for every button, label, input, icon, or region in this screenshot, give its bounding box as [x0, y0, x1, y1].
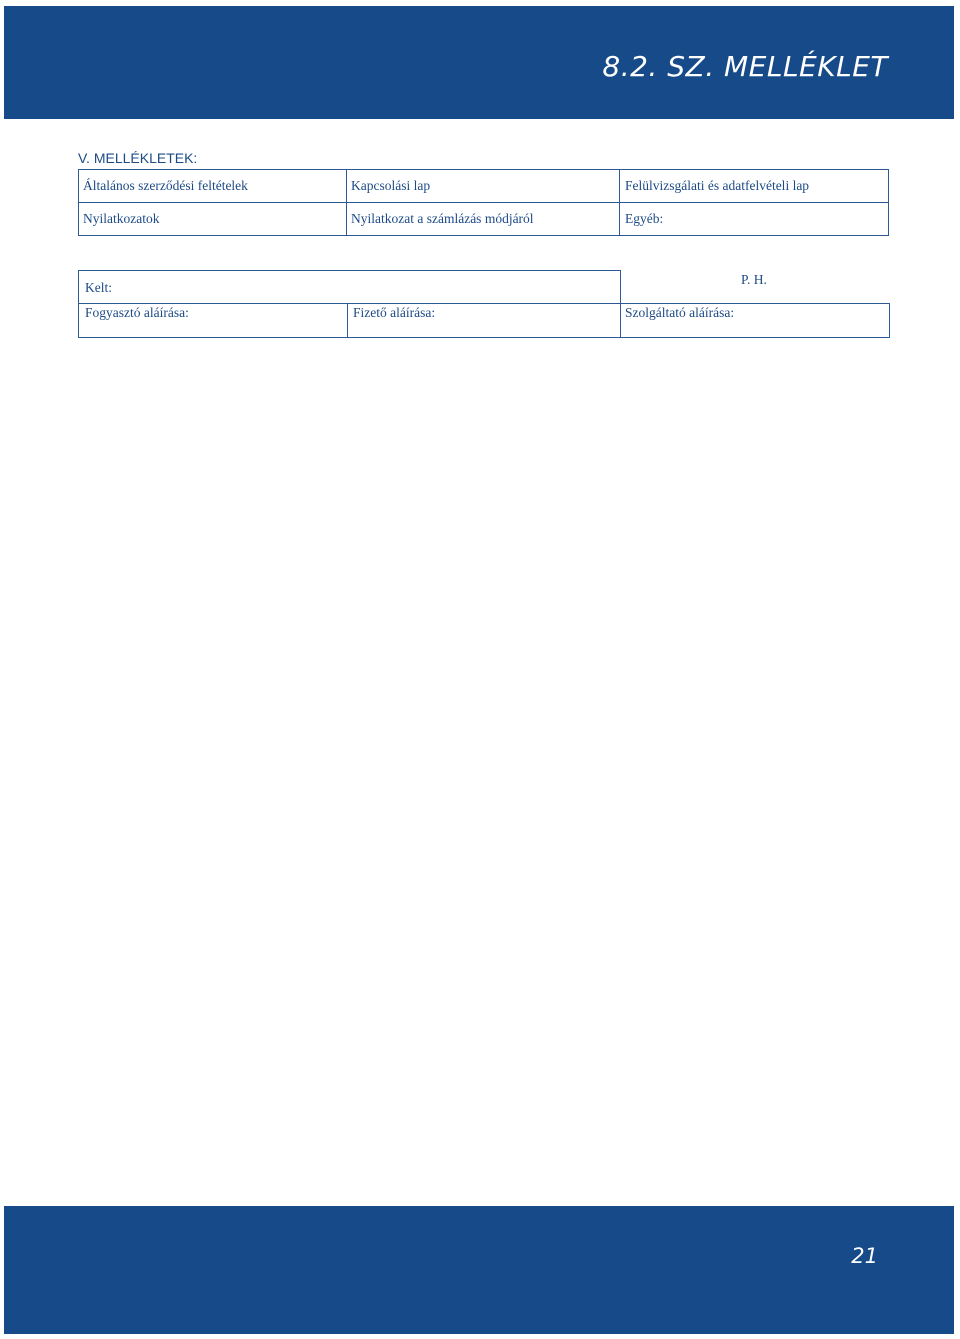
signature-column-divider [347, 303, 348, 338]
annex-connection-sheet: Kapcsolási lap [351, 178, 431, 193]
table-row-divider [78, 202, 889, 203]
provider-signature-label: Szolgáltató aláírása: [625, 305, 735, 320]
annex-declarations: Nyilatkozatok [83, 211, 160, 226]
signature-date-right-border [620, 270, 621, 338]
footer-band [4, 1206, 954, 1334]
annex-other: Egyéb: [625, 211, 664, 226]
annex-inspection-sheet: Felülvizsgálati és adatfelvételi lap [625, 178, 810, 193]
payer-signature-label: Fizető aláírása: [353, 305, 436, 320]
signature-bottom-line [78, 337, 890, 338]
annex-general-terms: Általános szerződési feltételek [83, 178, 248, 193]
annex-billing-declaration: Nyilatkozat a számlázás módjáról [351, 211, 534, 226]
section-title: V. MELLÉKLETEK: [78, 150, 198, 166]
signature-left-border [78, 270, 79, 338]
signature-top-line [78, 270, 620, 271]
table-column-divider [346, 169, 347, 236]
date-label: Kelt: [85, 280, 112, 295]
stamp-label: P. H. [741, 272, 767, 287]
consumer-signature-label: Fogyasztó aláírása: [85, 305, 189, 320]
table-column-divider [619, 169, 620, 236]
page-title: 8.2. SZ. MELLÉKLET [602, 50, 888, 83]
signature-right-border [889, 303, 890, 338]
signature-mid-line [78, 303, 890, 304]
page-number: 21 [851, 1244, 878, 1268]
